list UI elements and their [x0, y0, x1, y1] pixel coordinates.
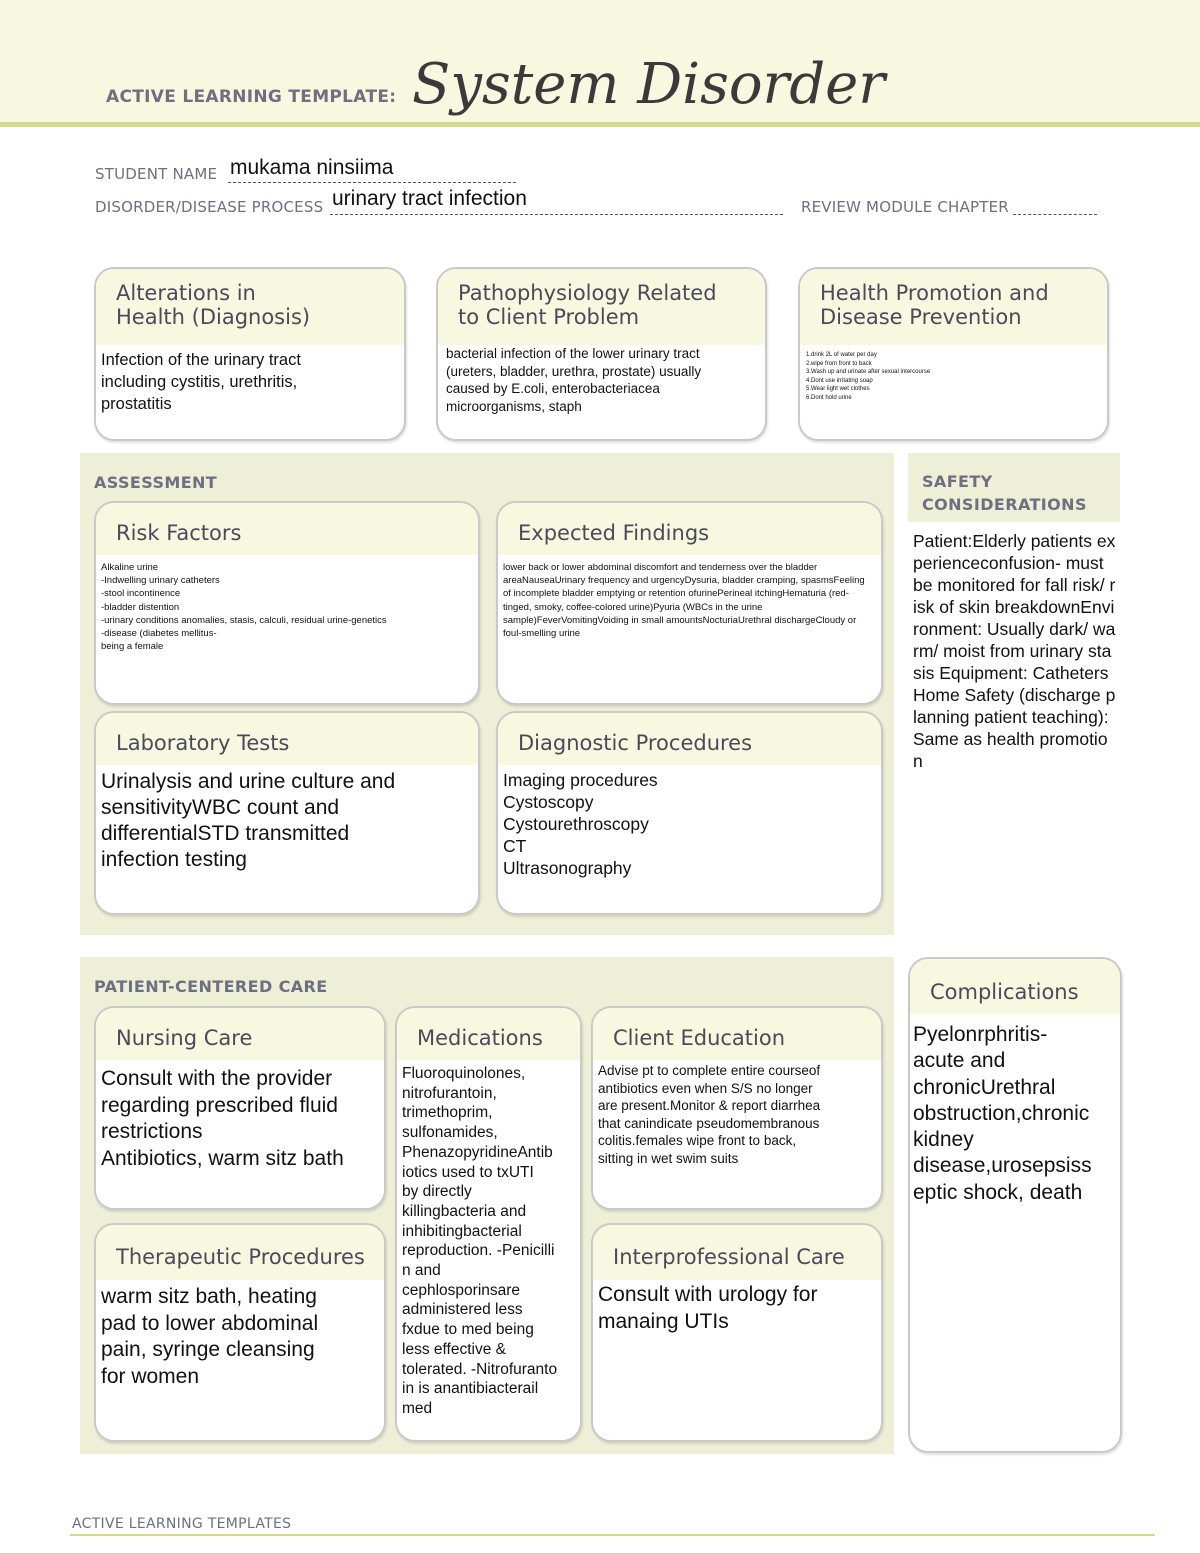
complications-body[interactable]: Pyelonrphritis- acute and chronicUrethral obstruction,chronic kidney disease,urosepsiss eptic shock, death	[913, 1023, 1092, 1204]
review-module-field[interactable]	[1013, 214, 1097, 215]
disorder-label: DISORDER/DISEASE PROCESS	[95, 198, 324, 216]
complications-title: Complications	[910, 959, 1120, 1014]
student-name-field[interactable]: mukama ninsiima	[230, 156, 394, 179]
template-title: System Disorder	[412, 52, 886, 117]
medications-title: Medications	[397, 1008, 580, 1060]
risk-factors-box	[94, 501, 480, 705]
pathophysiology-title: Pathophysiology Related to Client Problem	[438, 269, 765, 345]
health-promotion-title: Health Promotion and Disease Prevention	[800, 269, 1107, 345]
client-education-body[interactable]: Advise pt to complete entire courseof antibiotics even when S/S no longer are present.Monitor & report diarrhea that canindicate pseudomembranous colitis.females wipe front to back, sitting in wet swim suits	[598, 1063, 821, 1166]
footer-divider	[70, 1534, 1155, 1536]
health-promotion-box	[798, 267, 1109, 441]
interprofessional-care-body[interactable]: Consult with urology for manaing UTIs	[598, 1283, 818, 1333]
therapeutic-procedures-title: Therapeutic Procedures	[96, 1225, 384, 1280]
assessment-title: ASSESSMENT	[94, 473, 218, 492]
laboratory-tests-title: Laboratory Tests	[96, 713, 478, 765]
alterations-box	[94, 267, 406, 441]
nursing-care-title: Nursing Care	[96, 1008, 384, 1060]
diagnostic-procedures-body[interactable]: Imaging procedures Cystoscopy Cystourethroscopy CT Ultrasonography	[503, 770, 658, 878]
risk-factors-title: Risk Factors	[96, 503, 478, 555]
disorder-line	[330, 214, 783, 215]
footer-label: ACTIVE LEARNING TEMPLATES	[72, 1516, 292, 1532]
medications-box	[395, 1006, 582, 1442]
laboratory-tests-box	[94, 711, 480, 915]
student-name-label: STUDENT NAME	[95, 165, 218, 183]
client-education-title: Client Education	[593, 1008, 881, 1060]
medications-body[interactable]: Fluoroquinolones, nitrofurantoin, trimethoprim, sulfonamides, PhenazopyridineAntib iotics used to txUTI by directly killingbacteria and inhibitingbacterial reproduction. -Penicilli n and cephlosporinsare administered less fxdue to med being less effective & tolerated. -Nitrofuranto in is anantibiacterail med	[402, 1065, 558, 1417]
review-module-label: REVIEW MODULE CHAPTER	[801, 198, 1009, 216]
nursing-care-box	[94, 1006, 386, 1210]
safety-title: SAFETY CONSIDERATIONS	[922, 472, 1087, 514]
laboratory-tests-body[interactable]: Urinalysis and urine culture and sensitivityWBC count and differentialSTD transmitted infection testing	[101, 770, 396, 871]
expected-findings-box	[496, 501, 883, 705]
template-label: ACTIVE LEARNING TEMPLATE:	[106, 87, 397, 107]
pathophysiology-body[interactable]: bacterial infection of the lower urinary tract (ureters, bladder, urethra, prostate) usually caused by E.coli, enterobacteriacea microorganisms, staph	[446, 346, 702, 414]
complications-box	[908, 957, 1122, 1453]
expected-findings-title: Expected Findings	[498, 503, 881, 555]
header-divider	[0, 122, 1200, 127]
nursing-care-body[interactable]: Consult with the provider regarding prescribed fluid restrictions Antibiotics, warm sitz bath	[101, 1067, 344, 1170]
diagnostic-procedures-box	[496, 711, 883, 915]
interprofessional-care-title: Interprofessional Care	[593, 1225, 881, 1280]
safety-body[interactable]: Patient:Elderly patients experienceconfusion- must be monitored for fall risk/ risk of skin breakdownEnvironment: Usually dark/ warm/ moist from urinary stasis Equipment: Catheters Home Safety (discharge planning patient teaching):Same as health promotion	[913, 531, 1116, 771]
pathophysiology-box	[436, 267, 767, 441]
risk-factors-body[interactable]: Alkaline urine -Indwelling urinary catheters -stool incontinence -bladder distention -urinary conditions anomalies, stasis, calculi, residual urine-genetics -disease (diabetes mellitus- being a female	[101, 562, 387, 653]
disorder-field[interactable]: urinary tract infection	[332, 187, 527, 210]
expected-findings-body[interactable]: lower back or lower abdominal discomfort and tenderness over the bladder areaNauseaUrinary frequency and urgencyDysuria, bladder cramping, spasmsFeeling of incomplete bladder emptying or retention ofurinePerineal itchingHematuria (red-tinged, smoky, coffee-colored urine)Pyuria (WBCs in the urine sample)FeverVomitingVoiding in small amountsNocturiaUrethral dischargeCloudy or foul-smelling urine	[503, 562, 865, 640]
alterations-title: Alterations in Health (Diagnosis)	[96, 269, 404, 345]
patient-care-title: PATIENT-CENTERED CARE	[94, 977, 328, 996]
interprofessional-care-box	[591, 1223, 883, 1442]
health-promotion-body[interactable]: 1.drink 2L of water per day 2.wipe from front to back 3.Wash up and urinate after sexual intercourse 4.Dont use irritating soap 5.Wear light wet clothes 6.Dont hold urine	[806, 352, 931, 401]
student-name-line	[228, 182, 516, 183]
client-education-box	[591, 1006, 883, 1210]
alterations-body[interactable]: Infection of the urinary tract including cystitis, urethritis, prostatitis	[101, 351, 301, 413]
therapeutic-procedures-body[interactable]: warm sitz bath, heating pad to lower abdominal pain, syringe cleansing for women	[101, 1285, 319, 1388]
therapeutic-procedures-box	[94, 1223, 386, 1442]
diagnostic-procedures-title: Diagnostic Procedures	[498, 713, 881, 765]
